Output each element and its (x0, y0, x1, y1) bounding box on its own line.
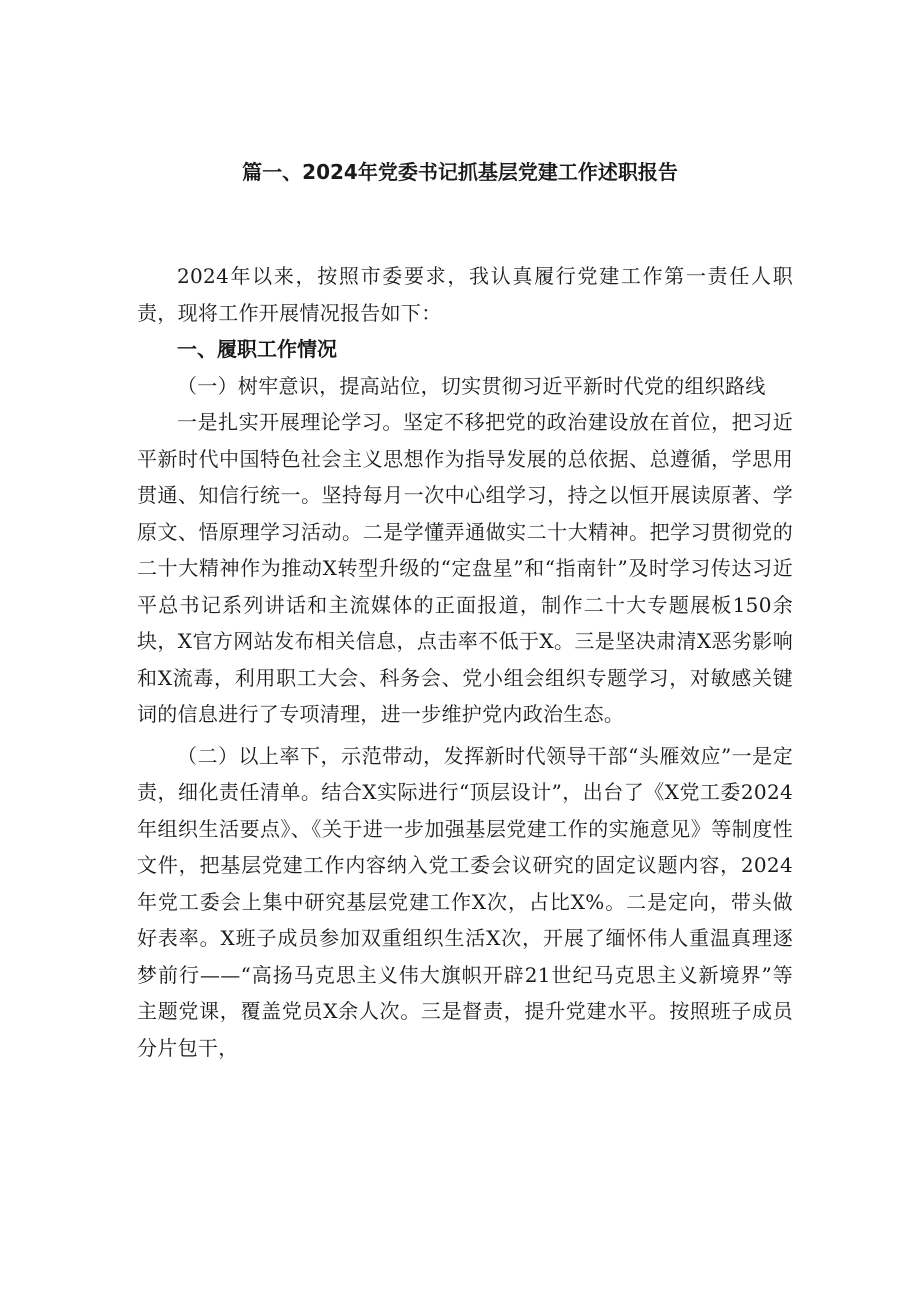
document-body (137, 258, 793, 1066)
subsection-heading: （一）树牢意识，提高站位，切实贯彻习近平新时代党的组织路线 (177, 373, 766, 398)
section-heading: 一、履职工作情况 (177, 337, 337, 361)
document-title: 篇一、2024年党委书记抓基层党建工作述职报告 (242, 160, 678, 184)
body-paragraph: （二）以上率下，示范带动，发挥新时代领导干部“头雁效应”一是定责，细化责任清单。结合X实际进行“顶层设计”，出台了《X党工委2024年组织生活要点》、《关于进一步加强基层党建工作的实施意见》等制度性文件，把基层党建工作内容纳入党工委会议研究的固定议题内容，2024年党工委会上集中研究基层党建工作X次，占比X%。二是定向，带头做好表率。X班子成员参加双重组织生活X次，开展了缅怀伟人重温真理逐梦前行——“高扬马克思主义伟大旗帜开辟21世纪马克思主义新境界”等主题党课，覆盖党员X余人次。三是督责，提升党建水平。按照班子成员分片包干， (137, 743, 793, 1060)
body-paragraph: 一是扎实开展理论学习。坚定不移把党的政治建设放在首位，把习近平新时代中国特色社会主义思想作为指导发展的总依据、总遵循，学思用贯通、知信行统一。坚持每月一次中心组学习，持之以恒开展读原著、学原文、悟原理学习活动。二是学懂弄通做实二十大精神。把学习贯彻党的二十大精神作为推动X转型升级的“定盘星”和“指南针”及时学习传达习近平总书记系列讲话和主流媒体的正面报道，制作二十大专题展板150余块，X官方网站发布相关信息，点击率不低于X。三是坚决肃清X恶劣影响和X流毒，利用职工大会、科务会、党小组会组织专题学习，对敏感关键词的信息进行了专项清理，进一步维护党内政治生态。 (137, 410, 793, 726)
intro-paragraph: 2024年以来，按照市委要求，我认真履行党建工作第一责任人职责，现将工作开展情况报告如下： (137, 264, 793, 325)
